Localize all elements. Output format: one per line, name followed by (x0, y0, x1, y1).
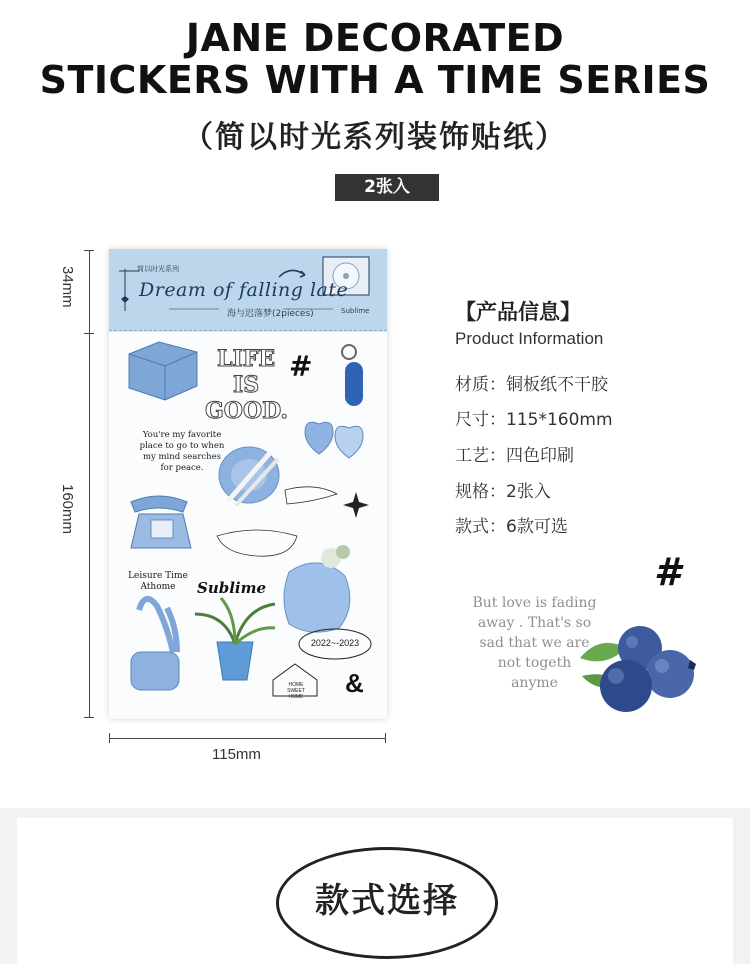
sticker-life: LIFE (217, 346, 276, 372)
info-row-spec: 规格：2张入 (455, 482, 551, 502)
dimension-top-height: 34mm (59, 266, 76, 308)
sticker-sublime: Sublime (197, 579, 267, 597)
page-title-chinese: （简以时光系列装饰贴纸） (183, 120, 567, 155)
sheet-title: Dream of falling late (139, 279, 349, 301)
plastic-bag-sticker-icon (284, 545, 350, 632)
sheet-subtitle: 海与迟落梦(2pieces) (227, 309, 314, 319)
info-row-style: 款式：6款可选 (455, 517, 568, 537)
sticker-leisure: Leisure Time Athome (128, 571, 188, 592)
info-row-craft: 工艺：四色印刷 (455, 446, 574, 466)
sticker-sheet-header (109, 249, 387, 331)
sticker-year: 2022~-2023 (310, 638, 360, 648)
sticker-good: GOOD. (205, 398, 289, 424)
plant-sticker-icon (195, 598, 275, 680)
blueberries-icon (570, 620, 710, 720)
sticker-sheet-body (109, 332, 387, 719)
sticker-hash: # (289, 350, 313, 383)
sticker-sheet-image (109, 249, 387, 719)
sticker-ampersand: & (345, 668, 364, 698)
hash-decoration-icon: # (654, 550, 681, 594)
key-tag-sticker-icon (342, 345, 363, 406)
dimension-body-height: 160mm (59, 484, 76, 535)
page-title-line2: STICKERS WITH A TIME SERIES (39, 58, 711, 102)
info-subtitle: Product Information (455, 329, 604, 348)
hearts-sticker-icon (305, 422, 363, 458)
info-row-material: 材质：铜板纸不干胶 (455, 375, 608, 395)
dimension-width: 115mm (212, 746, 261, 763)
info-row-size: 尺寸：115*160mm (455, 410, 613, 430)
knit-bag-sticker-icon (131, 599, 179, 690)
poem-text: But love is fading away . That's so sad that we are not togeth anyme (472, 595, 597, 691)
telephone-sticker-icon (131, 496, 191, 548)
series-small-label: 简以时光系列 (137, 265, 179, 273)
section-title: 款式选择 (315, 881, 459, 921)
egg-box-sticker-icon (129, 342, 197, 400)
sticker-quote: You're my favorite place to go to when my mind searches for peace. (139, 430, 225, 473)
info-title: 【产品信息】 (455, 300, 581, 324)
quantity-badge: 2张入 (335, 174, 439, 201)
page-title-line1: JANE DECORATED (185, 16, 565, 60)
sheet-brand: Sublime (341, 307, 370, 315)
sticker-home: HOME SWEET HOME (287, 682, 305, 700)
sticker-is: IS (233, 372, 260, 398)
